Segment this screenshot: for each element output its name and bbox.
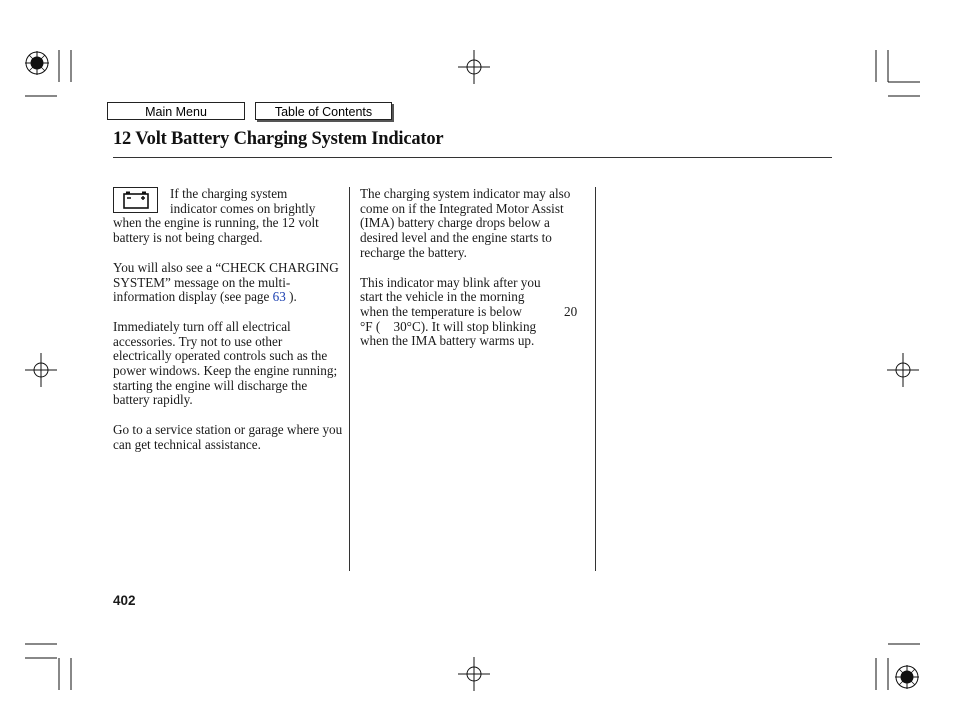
- left-column: [113, 187, 343, 468]
- left-p2-after: ).: [285, 289, 297, 305]
- right-p2-line4: °F ( 30°C). It will stop blinking: [360, 318, 537, 334]
- right-p2-line3: [360, 305, 588, 320]
- column-divider-1: [349, 187, 350, 571]
- table-of-contents-button[interactable]: Table of Contents: [255, 102, 392, 120]
- left-p2: [113, 261, 343, 305]
- page-63-link[interactable]: 63: [272, 289, 286, 305]
- left-p4: Go to a service station or garage where you can get technical assistance.: [113, 422, 343, 452]
- left-p1-rest: when the engine is running, the 12 volt battery is not being charged.: [113, 215, 319, 246]
- right-p2-line2: start the vehicle in the morning: [360, 289, 525, 305]
- column-divider-2: [595, 187, 596, 571]
- right-p2-line5: when the IMA battery warms up.: [360, 333, 535, 349]
- right-p2-line3b: 20: [564, 303, 578, 319]
- main-menu-button[interactable]: Main Menu: [107, 102, 245, 120]
- left-p3: Immediately turn off all electrical accessories. Try not to use other electrically operated controls such as the power windows. Keep the engine running; starting the engine will discharge the battery rapidly.: [113, 318, 338, 408]
- page-title: 12 Volt Battery Charging System Indicator: [113, 129, 444, 149]
- right-p1: The charging system indicator may also come on if the Integrated Motor Assist (IMA) battery charge drops below a desired level and the engine starts to recharge the battery.: [360, 186, 571, 260]
- right-p2-line3a: when the temperature is below: [360, 303, 522, 319]
- right-column: [360, 187, 588, 349]
- left-p1-line1: If the charging system: [170, 186, 288, 201]
- left-p2-before: You will also see a “CHECK CHARGING SYSTEM” message on the multi-information display (see page: [113, 259, 339, 305]
- title-rule: [113, 157, 832, 158]
- page-number: 402: [113, 593, 136, 608]
- right-p2: [360, 276, 588, 350]
- left-p1-line2: indicator comes on brightly: [170, 200, 316, 216]
- right-p2-line1: This indicator may blink after you: [360, 274, 541, 290]
